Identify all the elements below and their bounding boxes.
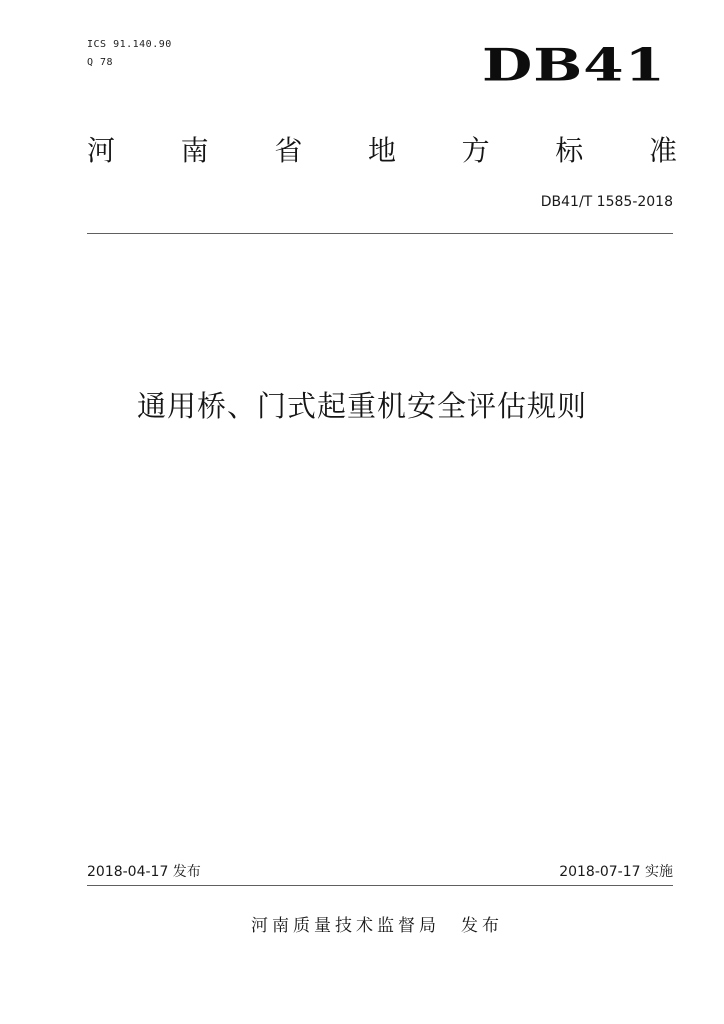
standard-code-logo: DB41 [481, 38, 666, 92]
implementation-date: 2018-07-17 实施 [559, 864, 673, 880]
bottom-divider [87, 885, 673, 886]
standard-type-char: 方 [461, 134, 490, 167]
ics-code: ICS 91.140.90 [87, 39, 172, 50]
publisher: 河南质量技术监督局 发布 [251, 916, 503, 936]
standard-type-heading [87, 133, 677, 169]
standard-type-char: 地 [367, 134, 396, 167]
top-divider [87, 233, 673, 234]
issue-date: 2018-04-17 发布 [87, 864, 201, 880]
standard-type-char: 标 [555, 134, 584, 167]
standard-type-char: 省 [274, 134, 303, 167]
document-title: 通用桥、门式起重机安全评估规则 [136, 389, 587, 423]
standard-type-char: 准 [648, 134, 677, 167]
standard-number: DB41/T 1585-2018 [540, 194, 673, 210]
standard-type-char: 河 [87, 134, 116, 167]
ccs-code: Q 78 [87, 57, 114, 68]
standard-type-char: 南 [180, 134, 209, 167]
